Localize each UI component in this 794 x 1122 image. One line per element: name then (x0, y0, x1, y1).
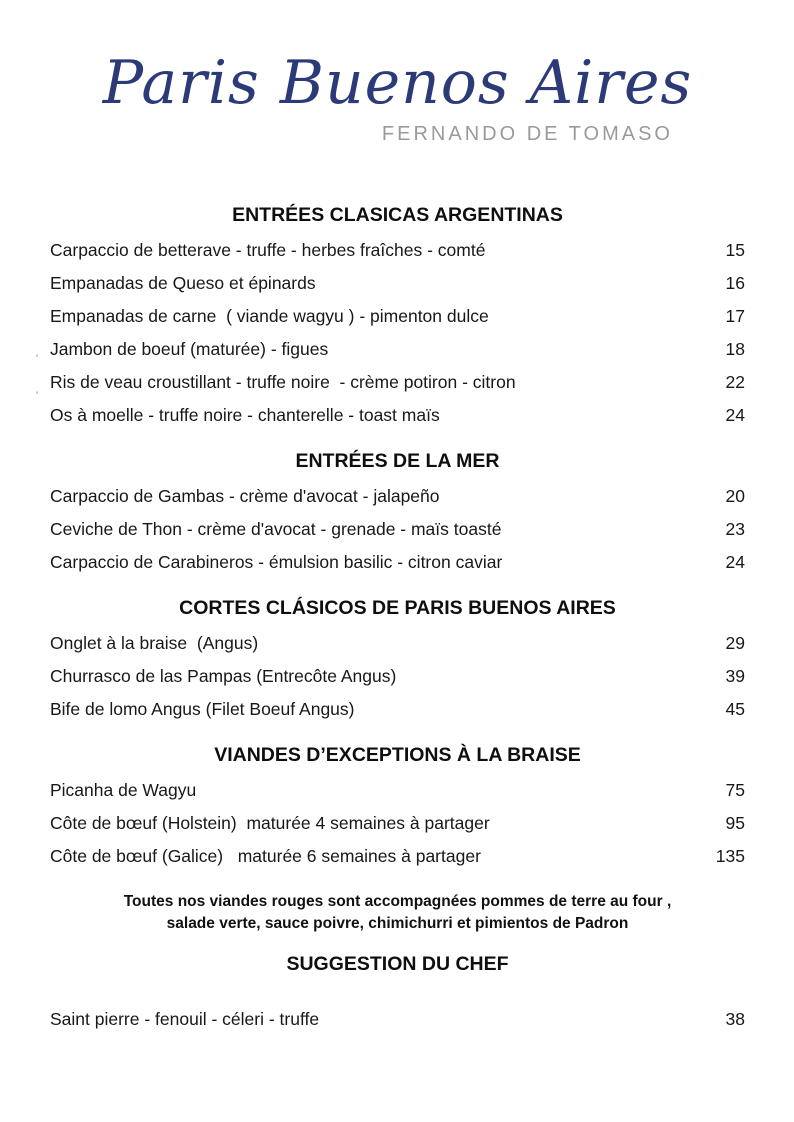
dish-name: Côte de bœuf (Holstein) maturée 4 semaines à partager (50, 813, 490, 833)
menu-item-row (50, 1003, 745, 1036)
dish-name: Côte de bœuf (Galice) maturée 6 semaines à partager (50, 846, 481, 866)
dish-name: Carpaccio de Carabineros - émulsion basilic - citron caviar (50, 552, 503, 572)
menu-section (50, 199, 745, 432)
section-rows (50, 480, 745, 579)
menu-section (50, 592, 745, 726)
menu-item-row (50, 480, 745, 513)
menu-note (74, 891, 722, 935)
dish-name: Carpaccio de betterave - truffe - herbes fraîches - comté (50, 240, 486, 260)
menu-item-row (50, 513, 745, 546)
section-title: ENTRÉES DE LA MER (295, 450, 500, 472)
dish-name: Os à moelle - truffe noire - chanterelle - toast maïs (50, 405, 440, 425)
section-title: VIANDES D’EXCEPTIONS À LA BRAISE (214, 744, 581, 766)
menu-section (50, 739, 745, 873)
dish-price: 95 (725, 813, 745, 833)
dish-name: Empanadas de carne ( viande wagyu ) - pimenton dulce (50, 306, 489, 326)
logo-title: Paris Buenos Aires (102, 48, 693, 118)
section-title: ENTRÉES CLASICAS ARGENTINAS (232, 204, 563, 226)
menu-item-row (50, 693, 745, 726)
dish-price: 24 (725, 405, 745, 425)
menu-item-row (50, 399, 745, 432)
menu-item-row (50, 366, 745, 399)
menu-item-row (50, 234, 745, 267)
section-rows (50, 234, 745, 432)
dish-price: 29 (725, 633, 745, 653)
menu-note-line: salade verte, sauce poivre, chimichurri et pimientos de Padron (166, 915, 629, 932)
dish-price: 23 (725, 519, 745, 539)
dish-price: 24 (725, 552, 745, 572)
menu-item-row (50, 333, 745, 366)
stray-mark-1: ' (36, 353, 39, 365)
dish-price: 22 (725, 372, 745, 392)
dish-name: Carpaccio de Gambas - crème d'avocat - jalapeño (50, 486, 440, 506)
stray-mark-2: ' (36, 390, 39, 402)
dish-name: Picanha de Wagyu (50, 780, 197, 800)
dish-name: Jambon de boeuf (maturée) - figues (50, 339, 329, 359)
logo-subtitle: FERNANDO DE TOMASO (381, 123, 673, 145)
dish-price: 39 (725, 666, 745, 686)
dish-name: Saint pierre - fenouil - céleri - truffe (50, 1009, 320, 1029)
dish-price: 15 (725, 240, 745, 260)
menu-item-row (50, 660, 745, 693)
dish-name: Ceviche de Thon - crème d'avocat - grenade - maïs toasté (50, 519, 502, 539)
dish-price: 75 (725, 780, 745, 800)
dish-price: 45 (725, 699, 745, 719)
dish-price: 16 (725, 273, 745, 293)
menu-item-row (50, 840, 745, 873)
dish-price: 38 (725, 1009, 745, 1029)
menu-section (50, 948, 745, 1036)
logo (50, 44, 745, 146)
menu-item-row (50, 546, 745, 579)
section-title: SUGGESTION DU CHEF (286, 953, 509, 975)
dish-name: Onglet à la braise (Angus) (50, 633, 259, 653)
menu-section (50, 445, 745, 579)
menu-item-row (50, 267, 745, 300)
dish-price: 20 (725, 486, 745, 506)
dish-price: 18 (725, 339, 745, 359)
section-rows (50, 774, 745, 873)
menu-note-line: Toutes nos viandes rouges sont accompagnées pommes de terre au four , (123, 893, 672, 910)
menu-item-row (50, 627, 745, 660)
dish-name: Empanadas de Queso et épinards (50, 273, 316, 293)
section-title: CORTES CLÁSICOS DE PARIS BUENOS AIRES (179, 597, 616, 619)
menu (50, 199, 745, 1036)
menu-item-row (50, 774, 745, 807)
section-rows (50, 983, 745, 1036)
dish-name: Churrasco de las Pampas (Entrecôte Angus) (50, 666, 397, 686)
dish-price: 135 (715, 846, 745, 866)
menu-item-row (50, 300, 745, 333)
section-rows (50, 627, 745, 726)
menu-item-row (50, 807, 745, 840)
dish-price: 17 (725, 306, 745, 326)
dish-name: Bife de lomo Angus (Filet Boeuf Angus) (50, 699, 355, 719)
dish-name: Ris de veau croustillant - truffe noire - crème potiron - citron (50, 372, 516, 392)
